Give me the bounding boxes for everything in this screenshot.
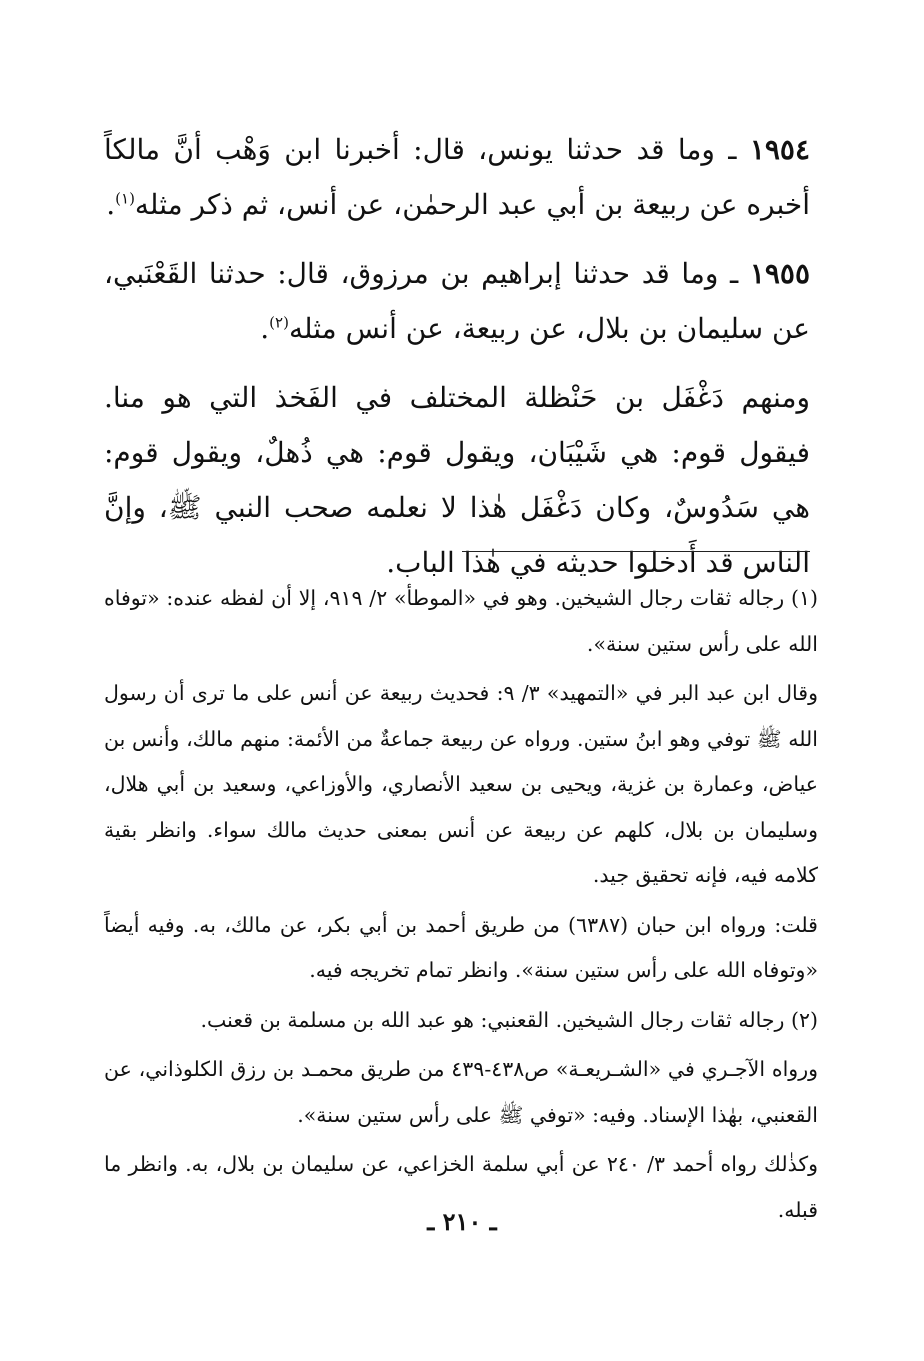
footnote-1-continued: قلت: ورواه ابن حبان (٦٣٨٧) من طريق أحمد بن أبي بكر، عن مالك، به. وفيه أيضاً «وتوفاه الله على رأس ستين سنة». وانظر تمام تخريجه فيه. <box>104 912 818 982</box>
hadith-number: ١٩٥٤ <box>749 133 810 166</box>
page-number: ـ ٢١٠ ـ <box>427 1207 497 1236</box>
hadith-1954 <box>104 122 810 232</box>
hadith-text: ـ وما قد حدثنا إبراهيم بن مرزوق، قال: حدثنا القَعْنَبي، عن سليمان بن بلال، عن ربيعة، عن أنس مثله <box>104 257 810 345</box>
hadith-number: ١٩٥٥ <box>749 257 810 290</box>
commentary-paragraph: ومنهم دَغْفَل بن حَنْظلة المختلف في الفَخذ التي هو منا. فيقول قوم: هي شَيْبَان، ويقول قوم: هي ذُهلٌ، ويقول قوم: هي سَدُوسٌ، وكان دَغْفَل هٰذا لا نعلمه صحب النبي ﷺ، وإنَّ الناس قد أَدخلوا حديثه في هٰذا الباب. <box>104 381 810 579</box>
footnote-separator <box>462 551 810 552</box>
main-text <box>104 122 810 604</box>
footnotes <box>104 576 818 1233</box>
hadith-1955 <box>104 246 810 356</box>
footnote-marker: (١) <box>115 189 135 208</box>
footnote-1: (١) رجاله ثقات رجال الشيخين. وهو في «الموطأ» ٢/ ٩١٩، إلا أن لفظه عنده: «توفاه الله على رأس ستين سنة». <box>104 586 818 656</box>
hadith-text: ـ وما قد حدثنا يونس، قال: أخبرنا ابن وَهْب أنَّ مالكاً أخبره عن ربيعة بن أبي عبد الرحمٰن، عن أنس، ثم ذكر مثله <box>104 133 810 221</box>
footnote-2: (٢) رجاله ثقات رجال الشيخين. القعنبي: هو عبد الله بن مسلمة بن قعنب. <box>200 1007 818 1032</box>
footnote-marker: (٢) <box>269 313 289 332</box>
hadith-end: . <box>106 188 116 221</box>
footnote-2-continued: ورواه الآجـري في «الشـريعـة» ص٤٣٨-٤٣٩ من طريق محمـد بن رزق الكلوذاني، عن القعنبي، بهٰذا الإسناد. وفيه: «توفي ﷺ على رأس ستين سنة». <box>104 1057 818 1127</box>
hadith-end: . <box>260 312 270 345</box>
footnote-1-continued: وقال ابن عبد البر في «التمهيد» ٣/ ٩: فحديث ربيعة عن أنس على ما ترى أن رسول الله ﷺ توفي وهو ابنُ ستين. ورواه عن ربيعة جماعةٌ من الأئمة: منهم مالك، وأنس بن عياض، وعمارة بن غزية، ويحيى بن سعيد الأنصاري، والأوزاعي، وسعيد بن أبي هلال، وسليمان بن بلال، كلهم عن ربيعة عن أنس بمعنى حديث مالك سواء. وانظر بقية كلامه فيه، فإنه تحقيق جيد. <box>104 681 818 887</box>
footnote-2-continued: وكذٰلك رواه أحمد ٣/ ٢٤٠ عن أبي سلمة الخزاعي، عن سليمان بن بلال، به. وانظر ما قبله. <box>104 1152 818 1222</box>
